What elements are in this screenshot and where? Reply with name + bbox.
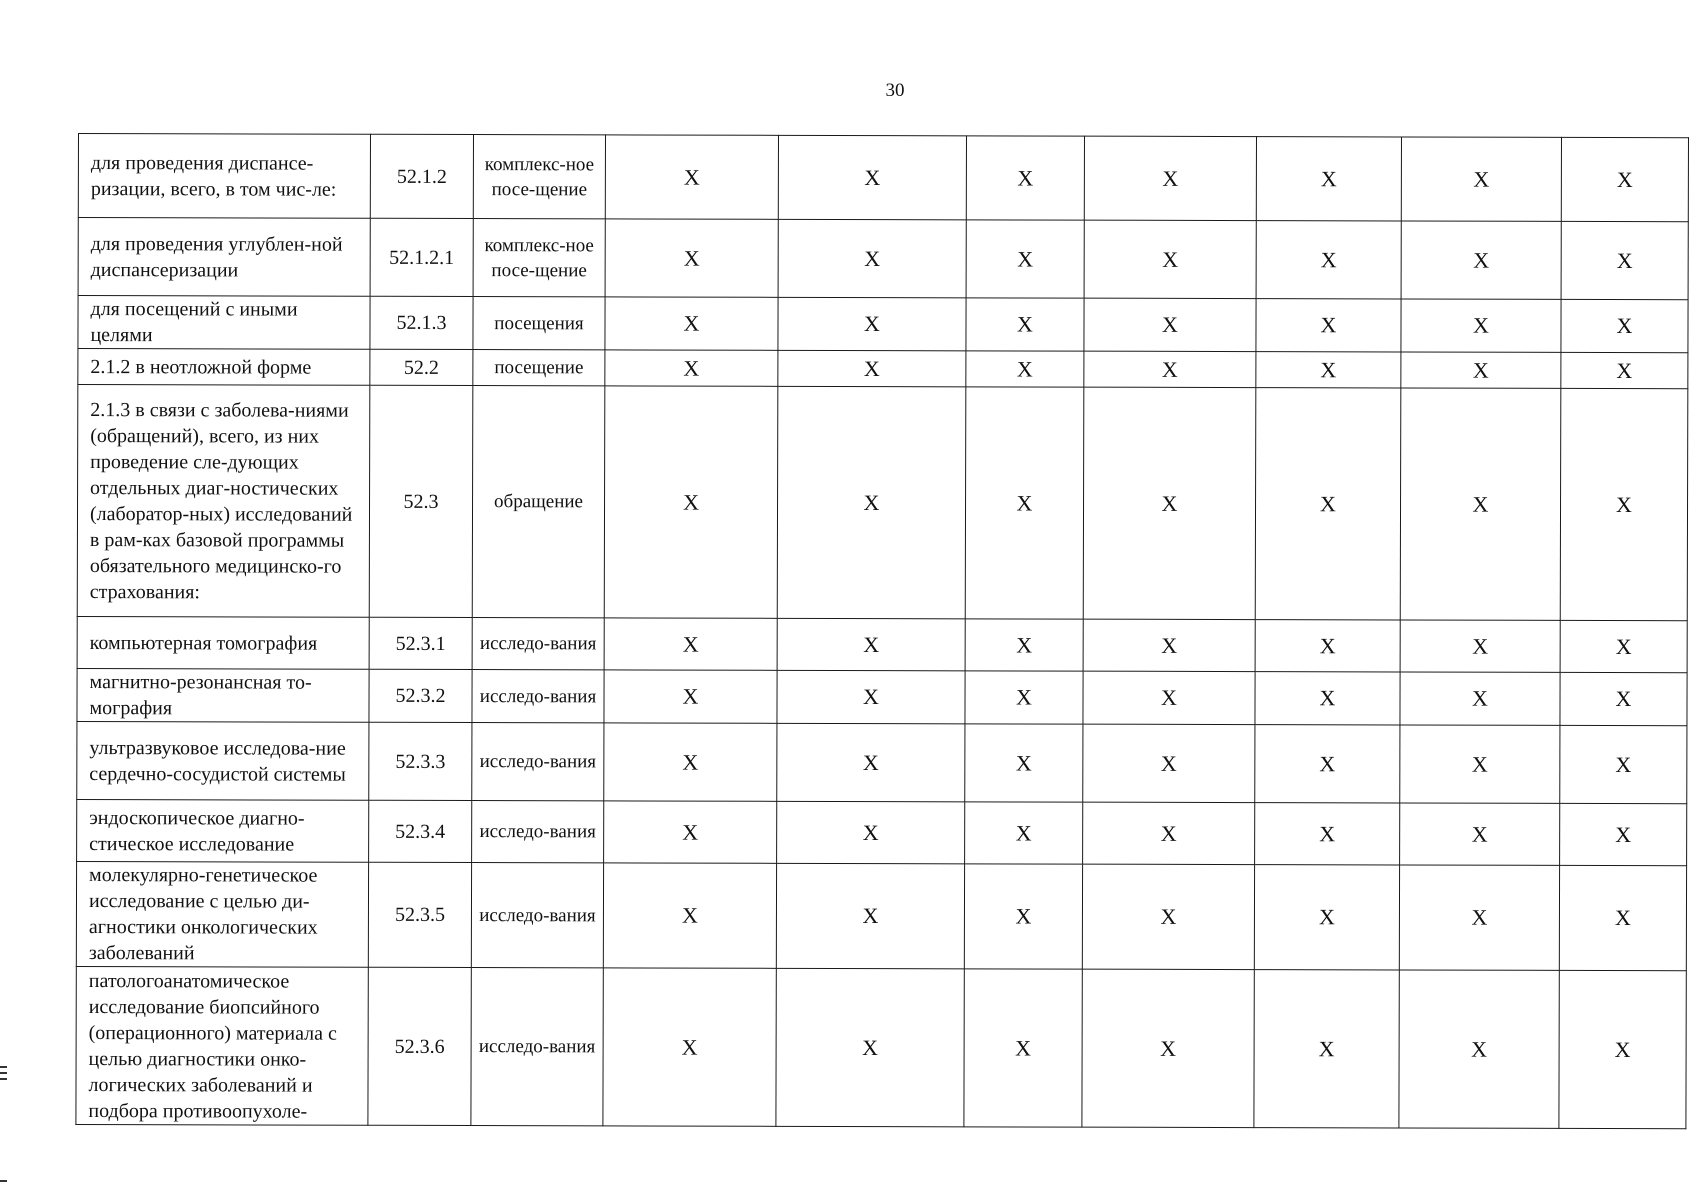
row-unit: обращение [472,386,605,618]
table-row [78,296,1688,353]
row-mark: X [1256,352,1401,388]
row-code: 52.1.3 [370,296,473,349]
row-mark: X [604,801,777,863]
row-mark: X [603,863,776,968]
margin-mark [0,1066,7,1068]
table-row [77,668,1687,725]
row-unit: исследо-вания [471,863,603,968]
row-code: 52.3.5 [368,862,471,967]
table-row [77,616,1687,672]
row-unit: исследо-вания [472,670,604,723]
row-code: 52.3.4 [369,800,472,862]
row-code: 52.3.3 [369,722,472,800]
row-name: молекулярно-генетическое исследование с целью ди-агностики онкологических заболеваний [76,861,368,967]
row-mark: X [1083,387,1256,619]
row-mark: X [964,864,1082,969]
row-mark: X [777,801,965,863]
row-mark: X [605,135,778,219]
row-code: 52.2 [370,349,473,385]
row-mark: X [1084,351,1256,387]
row-name: для проведения углублен-ной диспансеризации [78,218,370,297]
row-code: 52.1.2 [370,134,473,218]
row-mark: X [965,724,1083,802]
margin-mark [0,1180,7,1182]
row-mark: X [1255,725,1400,803]
row-name: для посещений с иными целями [78,296,370,350]
row-mark: X [777,386,966,618]
row-name: эндоскопическое диагно-стическое исследование [77,799,369,862]
row-mark: X [777,618,965,670]
row-name: 2.1.2 в неотложной форме [78,349,370,386]
table-row [77,799,1687,865]
row-mark: X [1560,672,1687,725]
margin-mark [0,1078,7,1080]
page-number: 30 [885,80,905,101]
row-mark: X [604,723,777,801]
row-mark: X [1084,220,1256,298]
table-row [78,134,1688,222]
row-name: ультразвуковое исследова-ние сердечно-сосудистой системы [77,721,369,800]
row-name: 2.1.3 в связи с заболева-ниями (обращений), всего, из них проведение сле-дующих отдельных диаг-ностических (лаборатор-ных) исследований в рам-ках базовой программы обязательного медицинско-го страхования: [77,385,370,618]
row-mark: X [1256,299,1401,352]
row-mark: X [1560,620,1687,672]
row-mark: X [778,297,966,350]
row-mark: X [604,386,778,618]
row-mark: X [1401,137,1561,221]
row-unit: посещение [473,350,605,386]
row-mark: X [1561,352,1688,388]
table-row [77,721,1687,803]
row-mark: X [1559,970,1686,1128]
row-mark: X [605,297,778,350]
row-code: 52.3 [369,385,473,617]
row-unit: посещения [473,297,605,350]
row-mark: X [966,298,1084,351]
row-mark: X [1561,221,1688,299]
row-mark: X [1254,865,1399,970]
row-mark: X [1082,969,1254,1127]
row-mark: X [1256,221,1401,299]
row-mark: X [1255,672,1400,725]
row-mark: X [1399,865,1559,970]
row-unit: исследо-вания [472,723,604,801]
row-mark: X [1400,725,1560,803]
row-code: 52.3.1 [369,617,472,669]
row-mark: X [1559,865,1686,970]
row-mark: X [1400,620,1560,672]
row-mark: X [605,219,778,297]
row-mark: X [1561,137,1688,221]
row-mark: X [1401,352,1561,388]
row-unit: исследо-вания [472,618,604,670]
row-mark: X [966,351,1084,387]
row-mark: X [604,670,777,723]
table-row [76,966,1686,1128]
row-name: для проведения диспансе-ризации, всего, в том чис-ле: [78,134,370,219]
row-mark: X [777,723,965,801]
row-mark: X [966,136,1084,220]
row-mark: X [778,350,966,386]
row-mark: X [1083,724,1255,802]
row-mark: X [1400,388,1561,620]
row-mark: X [1083,671,1255,724]
row-mark: X [1560,388,1688,620]
row-mark: X [1401,221,1561,299]
row-mark: X [776,863,964,968]
row-name: магнитно-резонансная то-мография [77,668,369,722]
row-mark: X [965,387,1084,619]
row-mark: X [777,670,965,723]
budget-table [75,133,1689,1129]
row-mark: X [1401,299,1561,352]
row-mark: X [964,969,1082,1127]
row-mark: X [1400,803,1560,865]
row-mark: X [1400,672,1560,725]
row-unit: комплекс-ное посе-щение [473,135,605,219]
row-mark: X [1084,298,1256,351]
row-mark: X [1256,137,1401,221]
row-mark: X [1082,864,1254,969]
row-mark: X [1084,136,1256,220]
row-unit: комплекс-ное посе-щение [473,219,605,297]
row-name: компьютерная томография [77,616,369,669]
row-code: 52.3.2 [369,669,472,722]
margin-mark [0,1072,7,1074]
row-mark: X [605,350,778,386]
row-mark: X [1083,802,1255,864]
row-mark: X [1255,620,1400,672]
table-row [76,861,1686,970]
row-code: 52.3.6 [368,967,471,1125]
row-mark: X [604,618,777,670]
row-mark: X [965,802,1083,864]
table-row [78,349,1688,389]
row-mark: X [1561,299,1688,352]
row-mark: X [776,968,964,1126]
row-mark: X [778,135,966,219]
row-mark: X [1560,803,1687,865]
row-mark: X [965,671,1083,724]
row-mark: X [1399,970,1559,1128]
row-mark: X [778,219,966,297]
table-row [77,385,1688,621]
row-name: патологоанатомическое исследование биопсийного (операционного) материала с целью диагностики онко-логических заболеваний и подбора противоопухоле- [76,966,368,1125]
row-mark: X [1255,803,1400,865]
row-unit: исследо-вания [472,801,604,863]
row-mark: X [965,619,1083,671]
table-row [78,218,1688,300]
row-unit: исследо-вания [471,968,603,1126]
row-mark: X [1254,970,1399,1128]
row-code: 52.1.2.1 [370,218,473,296]
row-mark: X [603,968,776,1126]
row-mark: X [1255,388,1401,620]
row-mark: X [1560,725,1687,803]
row-mark: X [966,220,1084,298]
row-mark: X [1083,619,1255,671]
